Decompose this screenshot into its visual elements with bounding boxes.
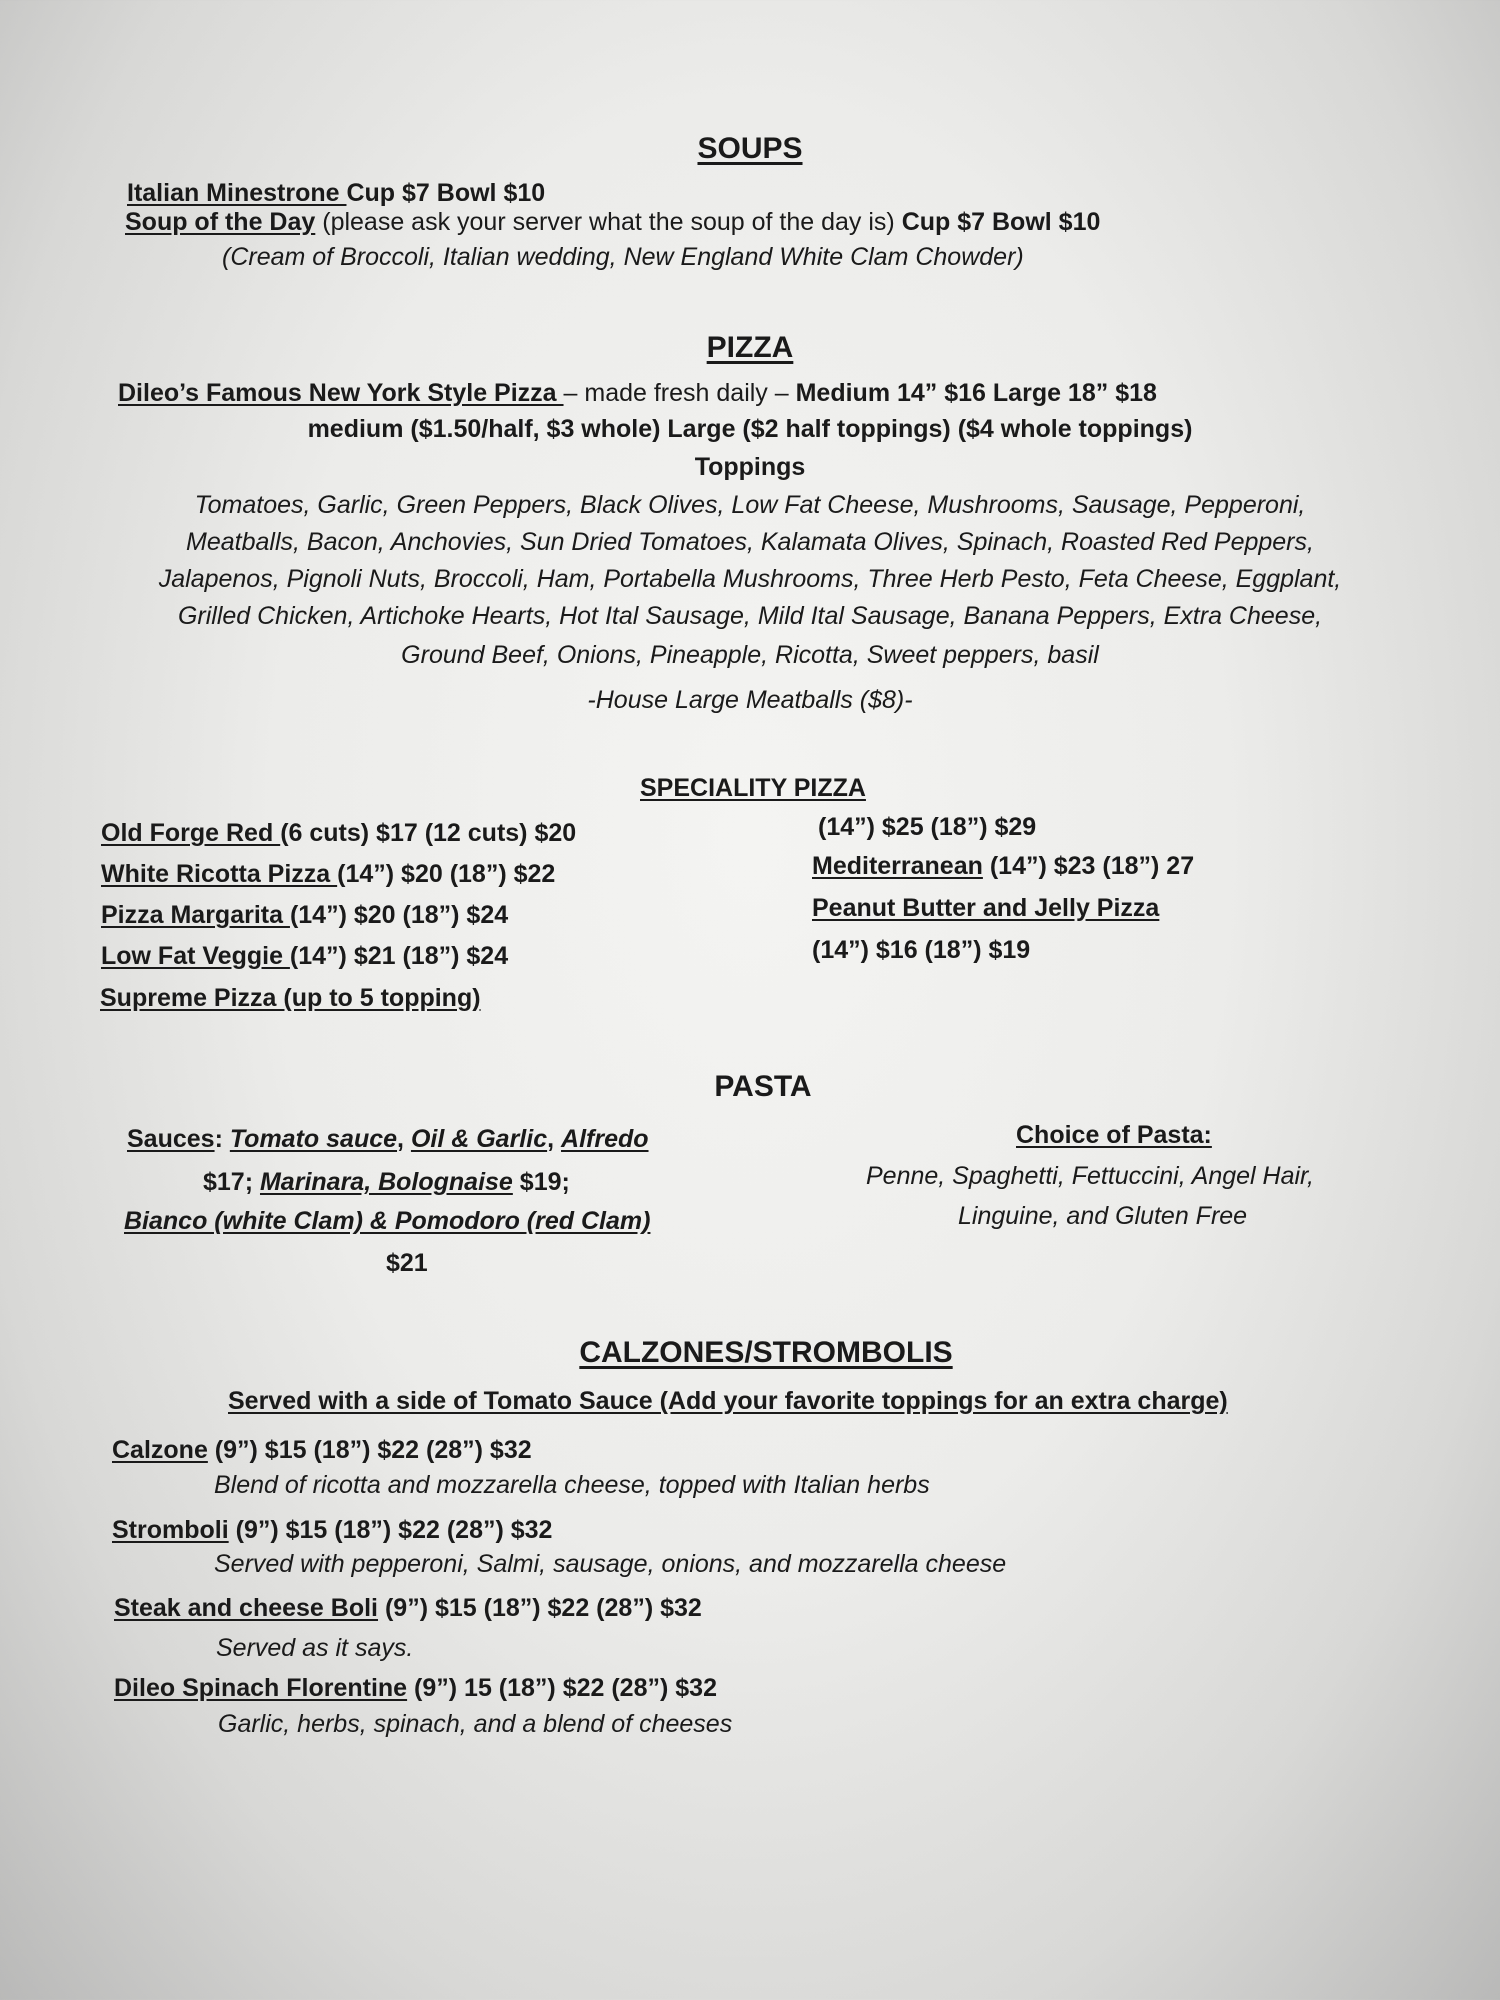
speciality-item-price: (14”) $20 (18”) $24	[289, 901, 509, 929]
calzone-item	[112, 1515, 552, 1545]
sauces-label: Sauces	[127, 1125, 215, 1153]
calzone-item-price: (9”) 15 (18”) $22 (28”) $32	[407, 1674, 717, 1702]
calzones-heading: CALZONES/STROMBOLIS	[579, 1336, 953, 1369]
calzone-item	[114, 1593, 702, 1623]
pasta-choices: Penne, Spaghetti, Fettuccini, Angel Hair,	[866, 1162, 1314, 1190]
famous-pizza-line	[118, 378, 1157, 408]
soup-of-the-day-desc: (please ask your server what the soup of the day is)	[315, 208, 902, 236]
pasta-price-17: $17;	[203, 1168, 260, 1196]
calzones-subheading: Served with a side of Tomato Sauce (Add your favorite toppings for an extra charge)	[228, 1387, 1228, 1415]
calzone-item	[112, 1435, 532, 1465]
pasta-heading: PASTA	[714, 1070, 812, 1103]
calzone-item-desc: Blend of ricotta and mozzarella cheese, topped with Italian herbs	[214, 1471, 930, 1499]
sauce-clam: Bianco (white Clam) & Pomodoro (red Clam)	[124, 1207, 651, 1235]
speciality-item	[101, 859, 555, 889]
calzone-item-price: (9”) $15 (18”) $22 (28”) $32	[378, 1594, 702, 1622]
choice-of-pasta-heading: Choice of Pasta:	[1016, 1121, 1212, 1149]
soup-varieties-note: (Cream of Broccoli, Italian wedding, New England White Clam Chowder)	[222, 243, 1024, 271]
calzone-item-name: Dileo Spinach Florentine	[114, 1674, 408, 1702]
speciality-item	[101, 900, 508, 930]
toppings-line: Grilled Chicken, Artichoke Hearts, Hot Ital Sausage, Mild Ital Sausage, Banana Peppers, Extra Cheese,	[177, 602, 1323, 630]
pbj-pizza-name: Peanut Butter and Jelly Pizza	[812, 894, 1160, 922]
house-meatballs: -House Large Meatballs ($8)-	[587, 686, 913, 714]
pasta-price-19: $19;	[512, 1168, 570, 1196]
speciality-item	[100, 983, 481, 1013]
speciality-item-name: Pizza Margarita	[101, 901, 290, 929]
calzone-item-name: Steak and cheese Boli	[114, 1594, 379, 1622]
soups-heading: SOUPS	[697, 132, 803, 165]
soup-of-the-day-price: Cup $7 Bowl $10	[901, 208, 1101, 236]
pasta-choices: Linguine, and Gluten Free	[958, 1202, 1248, 1230]
speciality-item-price: (14”) $20 (18”) $22	[337, 860, 556, 888]
speciality-item	[101, 941, 508, 971]
famous-pizza-name: Dileo’s Famous New York Style Pizza	[118, 379, 564, 407]
toppings-heading: Toppings	[694, 453, 806, 481]
calzone-item	[114, 1673, 717, 1703]
soup-minestrone-price: Cup $7 Bowl $10	[346, 179, 546, 207]
calzone-item-desc: Served with pepperoni, Salmi, sausage, onions, and mozzarella cheese	[214, 1550, 1007, 1578]
pbj-pizza-price: (14”) $16 (18”) $19	[812, 936, 1031, 964]
calzone-item-price: (9”) $15 (18”) $22 (28”) $32	[207, 1436, 532, 1464]
sauce-oil-garlic: Oil & Garlic	[410, 1125, 548, 1153]
sauce-marinara-bolognaise: Marinara, Bolognaise	[259, 1168, 513, 1196]
supreme-pizza-price: (14”) $25 (18”) $29	[818, 813, 1037, 841]
mediterranean-pizza	[812, 851, 1194, 881]
speciality-item	[101, 818, 576, 848]
pasta-price-line	[203, 1167, 570, 1197]
calzone-item-name: Calzone	[112, 1436, 208, 1464]
mediterranean-price: (14”) $23 (18”) 27	[982, 852, 1195, 880]
famous-pizza-price: Medium 14” $16 Large 18” $18	[795, 379, 1157, 407]
famous-pizza-desc: – made fresh daily –	[563, 379, 796, 407]
speciality-item-price: (14”) $21 (18”) $24	[289, 942, 509, 970]
topping-prices: medium ($1.50/half, $3 whole) Large ($2 half toppings) ($4 whole toppings)	[307, 415, 1193, 443]
speciality-item-name: White Ricotta Pizza	[101, 860, 338, 888]
speciality-item-name: Low Fat Veggie	[101, 942, 290, 970]
soup-of-the-day-name: Soup of the Day	[125, 208, 316, 236]
speciality-item-name: Supreme Pizza (up to 5 topping)	[100, 984, 481, 1012]
pizza-heading: PIZZA	[706, 331, 794, 364]
pasta-sauces-line: Sauces: Tomato sauce, Oil & Garlic, Alfredo	[127, 1125, 649, 1153]
soup-of-the-day	[125, 207, 1100, 237]
speciality-heading: SPECIALITY PIZZA	[640, 774, 866, 802]
soup-minestrone-name: Italian Minestrone	[127, 179, 347, 207]
calzone-item-name: Stromboli	[112, 1516, 229, 1544]
toppings-line: Ground Beef, Onions, Pineapple, Ricotta, Sweet peppers, basil	[401, 641, 1099, 669]
calzone-item-price: (9”) $15 (18”) $22 (28”) $32	[228, 1516, 553, 1544]
pasta-price-21: $21	[386, 1249, 428, 1277]
toppings-line: Meatballs, Bacon, Anchovies, Sun Dried Tomatoes, Kalamata Olives, Spinach, Roasted Red Peppers,	[186, 528, 1314, 556]
sauce-tomato: Tomato sauce	[229, 1125, 398, 1153]
mediterranean-name: Mediterranean	[812, 852, 983, 880]
calzone-item-desc: Garlic, herbs, spinach, and a blend of cheeses	[218, 1710, 733, 1738]
toppings-line: Jalapenos, Pignoli Nuts, Broccoli, Ham, Portabella Mushrooms, Three Herb Pesto, Feta Cheese, Eggplant,	[158, 565, 1342, 593]
toppings-line: Tomatoes, Garlic, Green Peppers, Black Olives, Low Fat Cheese, Mushrooms, Sausage, Pepperoni,	[194, 491, 1306, 519]
speciality-item-price: (6 cuts) $17 (12 cuts) $20	[280, 819, 577, 847]
sauce-alfredo: Alfredo	[561, 1125, 649, 1153]
speciality-item-name: Old Forge Red	[101, 819, 281, 847]
calzone-item-desc: Served as it says.	[216, 1634, 414, 1662]
soup-minestrone	[127, 178, 545, 208]
